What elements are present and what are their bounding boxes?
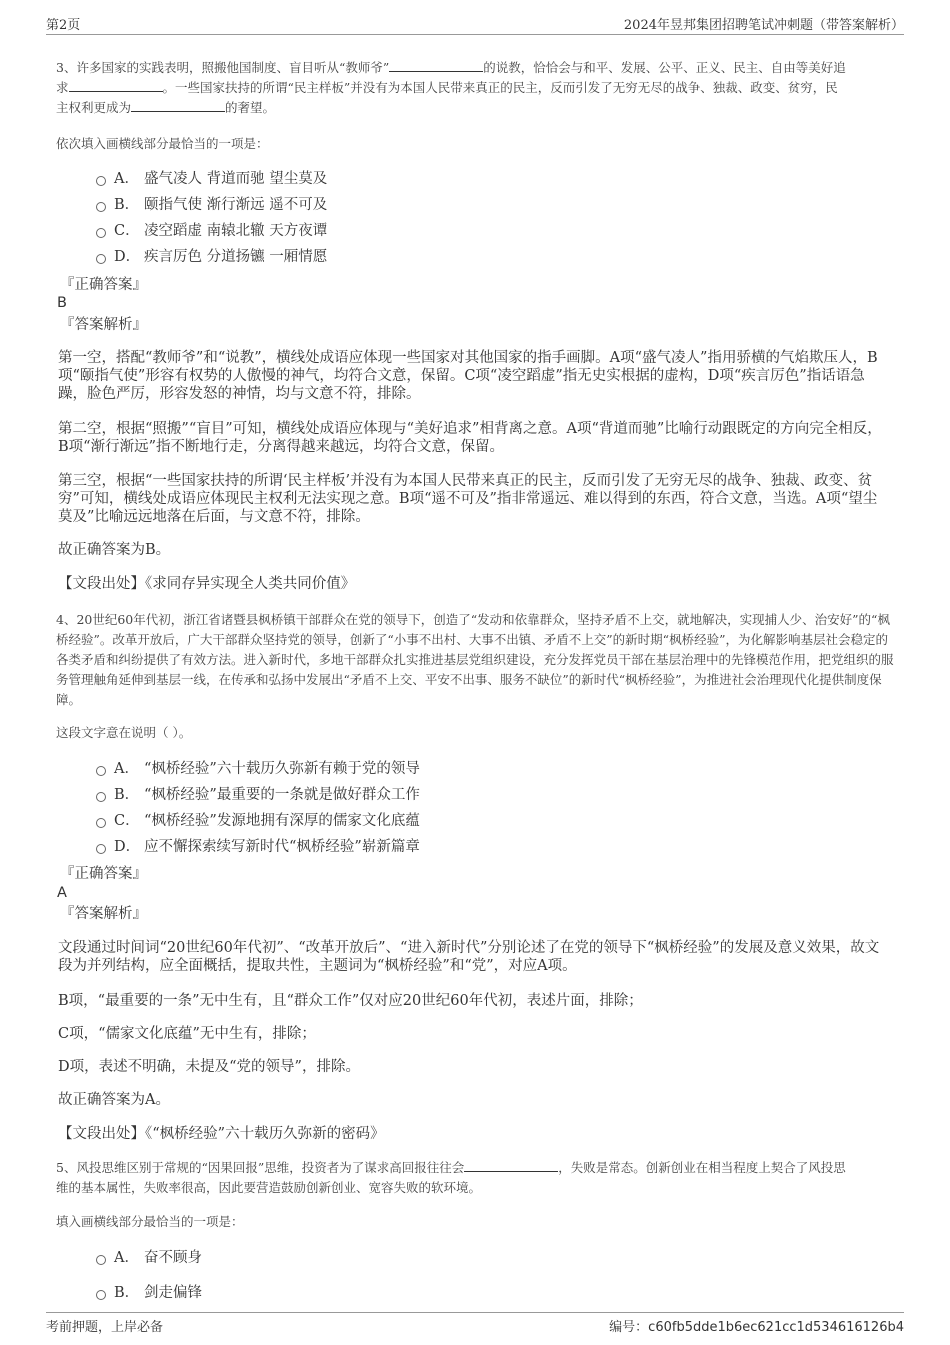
q4-analysis-label: 『答案解析』 xyxy=(60,906,147,922)
q3-answer: B xyxy=(57,295,67,311)
document-title: 2024年昱邦集团招聘笔试冲刺题（带答案解析） xyxy=(623,18,904,33)
q3-stem-text: 。一些国家扶持的所谓“民主样板”并没有为本国人民带来真正的民主，反而引发了无穷无尽的战争、独裁、政变、贫穷，民 xyxy=(162,80,838,95)
q3-analysis-paragraph: 故正确答案为B。 xyxy=(58,542,171,558)
q5-option-b[interactable]: B． 剑走偏锋 xyxy=(96,1284,202,1302)
question-4-stem: 4、20世纪60年代初，浙江省诸暨县枫桥镇干部群众在党的领导下，创造了“发动和依靠群众，坚持矛盾不上交，就地解决，实现捕人少、治安好”的“枫桥经验”。改革开放后，广大干部群众坚持党的领导，创新了“小事不出村、大事不出镇、矛盾不上交”的新时期“枫桥经验”，为化解影响基层社会稳定的各类矛盾和纠纷提供了有效方法。进入新时代，多地干部群众扎实推进基层党组织建设，充分发挥党员干部在基层治理中的先锋模范作用，把党组织的服务管理触角延伸到基层一线，在传承和弘扬中发展出“矛盾不上交、平安不出事、服务不缺位”的新时代“枫桥经验”，为推进社会治理现代化提供制度保障。 xyxy=(56,612,894,707)
radio-icon[interactable] xyxy=(96,1255,106,1265)
radio-icon[interactable] xyxy=(96,254,106,264)
radio-icon[interactable] xyxy=(96,792,106,802)
question-5-ask: 填入画横线部分最恰当的一项是： xyxy=(56,1214,244,1229)
blank-line xyxy=(464,1159,558,1172)
blank-line xyxy=(69,79,163,92)
q5-stem-text: ，失败是常态。创新创业在相当程度上契合了风投思 xyxy=(558,1160,846,1175)
radio-icon[interactable] xyxy=(96,202,106,212)
q3-analysis-paragraph: 第二空，根据“照搬”“盲目”可知，横线处成语应体现与“美好追求”相背离之意。A项“背道而驰”比喻行动跟既定的方向完全相反，B项“渐行渐远”指不断地行走，分离得越来越远，均符合文意，保留。 xyxy=(58,421,882,455)
radio-icon[interactable] xyxy=(96,176,106,186)
question-4-ask: 这段文字意在说明（ ）。 xyxy=(56,725,192,740)
question-3-ask: 依次填入画横线部分最恰当的一项是： xyxy=(56,136,269,151)
q4-analysis-paragraph: D项，表述不明确，未提及“党的领导”，排除。 xyxy=(58,1059,360,1075)
q3-option-c[interactable]: C． 凌空蹈虚 南辕北辙 天方夜谭 xyxy=(96,222,327,240)
q4-analysis-paragraph: C项，“儒家文化底蕴”无中生有，排除； xyxy=(58,1026,316,1042)
question-3-stem xyxy=(56,58,896,118)
radio-icon[interactable] xyxy=(96,766,106,776)
q4-option-a[interactable]: A． “枫桥经验”六十载历久弥新有赖于党的领导 xyxy=(96,760,420,778)
q4-option-d[interactable]: D． 应不懈探索续写新时代“枫桥经验”崭新篇章 xyxy=(96,838,420,856)
q4-analysis-paragraph: B项，“最重要的一条”无中生有，且“群众工作”仅对应20世纪60年代初，表述片面，排除； xyxy=(58,993,643,1009)
q4-analysis-paragraph: 故正确答案为A。 xyxy=(58,1092,170,1108)
radio-icon[interactable] xyxy=(96,844,106,854)
q4-analysis-paragraph: 文段通过时间词“20世纪60年代初”、“改革开放后”、“进入新时代”分别论述了在党的领导下“枫桥经验”的发展及意义效果，故文段为并列结构，应全面概括，提取共性，主题词为“枫桥经验”和“党”，对应A项。 xyxy=(58,940,880,974)
radio-icon[interactable] xyxy=(96,228,106,238)
q5-option-a[interactable]: A． 奋不顾身 xyxy=(96,1249,202,1267)
q3-stem-text: 的说教，恰恰会与和平、发展、公平、正义、民主、自由等美好追 xyxy=(483,60,846,75)
q3-stem-text: 求 xyxy=(56,80,69,95)
q3-answer-label: 『正确答案』 xyxy=(60,277,147,293)
radio-icon[interactable] xyxy=(96,818,106,828)
q4-source: 【文段出处】《“枫桥经验”六十载历久弥新的密码》 xyxy=(58,1126,385,1142)
q3-stem-text: 主权利更成为 xyxy=(56,100,132,115)
q3-analysis-paragraph: 第一空，搭配“教师爷”和“说教”，横线处成语应体现一些国家对其他国家的指手画脚。A项“盛气凌人”指用骄横的气焰欺压人，B项“颐指气使”形容有权势的人傲慢的神气，均符合文意，保留。C项“凌空蹈虚”指无史实根据的虚构，D项“疾言厉色”指话语急躁，脸色严厉，形容发怒的神情，均与文意不符，排除。 xyxy=(58,350,878,402)
q3-stem-text: 3、许多国家的实践表明，照搬他国制度、盲目听从“教师爷” xyxy=(56,60,390,75)
q3-source: 【文段出处】《求同存异实现全人类共同价值》 xyxy=(58,576,356,592)
page-number: 第2页 xyxy=(46,18,81,33)
q4-option-c[interactable]: C． “枫桥经验”发源地拥有深厚的儒家文化底蕴 xyxy=(96,812,420,830)
blank-line xyxy=(389,59,483,72)
q3-analysis-label: 『答案解析』 xyxy=(60,317,147,333)
q5-stem-text: 维的基本属性，失败率很高，因此要营造鼓励创新创业、宽容失败的软环境。 xyxy=(56,1180,482,1195)
q4-option-b[interactable]: B． “枫桥经验”最重要的一条就是做好群众工作 xyxy=(96,786,420,804)
q3-analysis-paragraph: 第三空，根据“一些国家扶持的所谓‘民主样板’并没有为本国人民带来真正的民主，反而引发了无穷无尽的战争、独裁、政变、贫穷”可知，横线处成语应体现民主权利无法实现之意。B项“遥不可及”指非常遥远、难以得到的东西，符合文意，当选。A项“望尘莫及”比喻远远地落在后面，与文意不符，排除。 xyxy=(58,473,878,525)
q5-stem-text: 5、风投思维区别于常规的“因果回报”思维，投资者为了谋求高回报往往会 xyxy=(56,1160,465,1175)
q4-answer: A xyxy=(57,885,67,901)
page-header xyxy=(46,10,904,35)
blank-line xyxy=(131,99,225,112)
radio-icon[interactable] xyxy=(96,1290,106,1300)
document-code: 编号：c60fb5dde1b6ec621cc1d534616126b4 xyxy=(609,1320,904,1335)
footer-slogan: 考前押题，上岸必备 xyxy=(46,1320,164,1335)
q3-stem-text: 的奢望。 xyxy=(225,100,276,115)
q3-option-b[interactable]: B． 颐指气使 渐行渐远 遥不可及 xyxy=(96,196,327,214)
q3-option-a[interactable]: A． 盛气凌人 背道而驰 望尘莫及 xyxy=(96,170,327,188)
page-footer xyxy=(46,1312,904,1335)
q4-answer-label: 『正确答案』 xyxy=(60,866,147,882)
q3-option-d[interactable]: D． 疾言厉色 分道扬镳 一厢情愿 xyxy=(96,248,327,266)
question-5-stem xyxy=(56,1158,896,1198)
